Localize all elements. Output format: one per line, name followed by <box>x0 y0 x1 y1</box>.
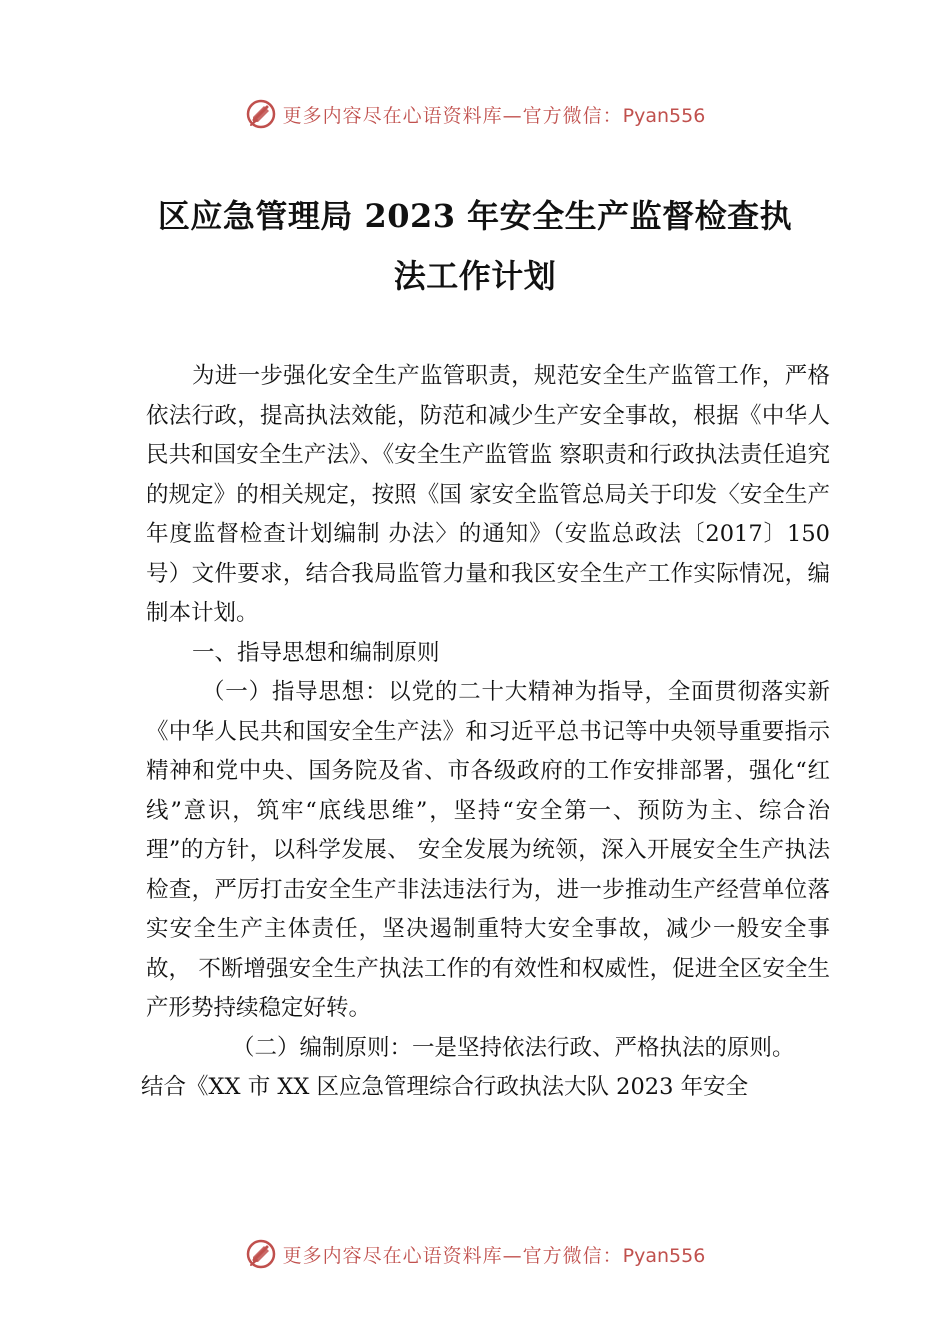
section-heading-1: 一、指导思想和编制原则 <box>192 639 440 666</box>
wechat-id: Pyan556 <box>622 1244 706 1267</box>
watermark-footer <box>0 1236 950 1272</box>
intro-paragraph: 为进一步强化安全生产监管职责，规范安全生产监管工作，严格依法行政，提高执法效能，防范和减少生产安全事故，根据《中华人民共和国安全生产法》、《安全生产监管监 察职责和行政执法责任追究的规定》的相关规定，按照《国 家安全监管总局关于印发〈安全生产年度监督检查计划编制 办法〉的通知》（安监总政法〔2017〕150 号）文件要求，结合我局监管力量和我区安全生产工作实际情况，编制本计划。 <box>146 363 830 626</box>
document-title <box>140 186 810 306</box>
wechat-id: Pyan556 <box>622 104 706 127</box>
guiding-thought-paragraph: （一）指导思想：以党的二十大精神为指导，全面贯彻落实新《中华人民共和国安全生产法》和习近平总书记等中央领导重要指示精神和党中央、国务院及省、市各级政府的工作安排部署，强化“红线”意识，筑牢“底线思维”，坚持“安全第一、预防为主、综合治理”的方针，以科学发展、 安全发展为统领，深入开展安全生产执法检查，严厉打击安全生产非法违法行为，进一步推动生产经营单位落实安全生产主体责任，坚决遏制重特大安全事故，减少一般安全事故， 不断增强安全生产执法工作的有效性和权威性，促进全区安全生产形势持续稳定好转。 <box>146 679 830 1021</box>
watermark-text: 更多内容尽在心语资料库—官方微信：Pyan556 <box>282 104 706 127</box>
brush-logo-icon <box>245 98 277 130</box>
principle-paragraph-line-1: （二）编制原则：一是坚持依法行政、严格执法的原则。 <box>232 1034 795 1061</box>
watermark-header <box>0 96 950 132</box>
document-body <box>141 357 830 1108</box>
principle-paragraph-line-2: 结合《XX 市 XX 区应急管理综合行政执法大队 2023 年安全 <box>141 1074 749 1100</box>
title-line-2: 法工作计划 <box>393 257 557 295</box>
brush-logo-icon <box>245 1238 277 1270</box>
watermark-text: 更多内容尽在心语资料库—官方微信：Pyan556 <box>282 1244 706 1267</box>
title-line-1: 区应急管理局 2023 年安全生产监督检查执 <box>157 197 793 235</box>
